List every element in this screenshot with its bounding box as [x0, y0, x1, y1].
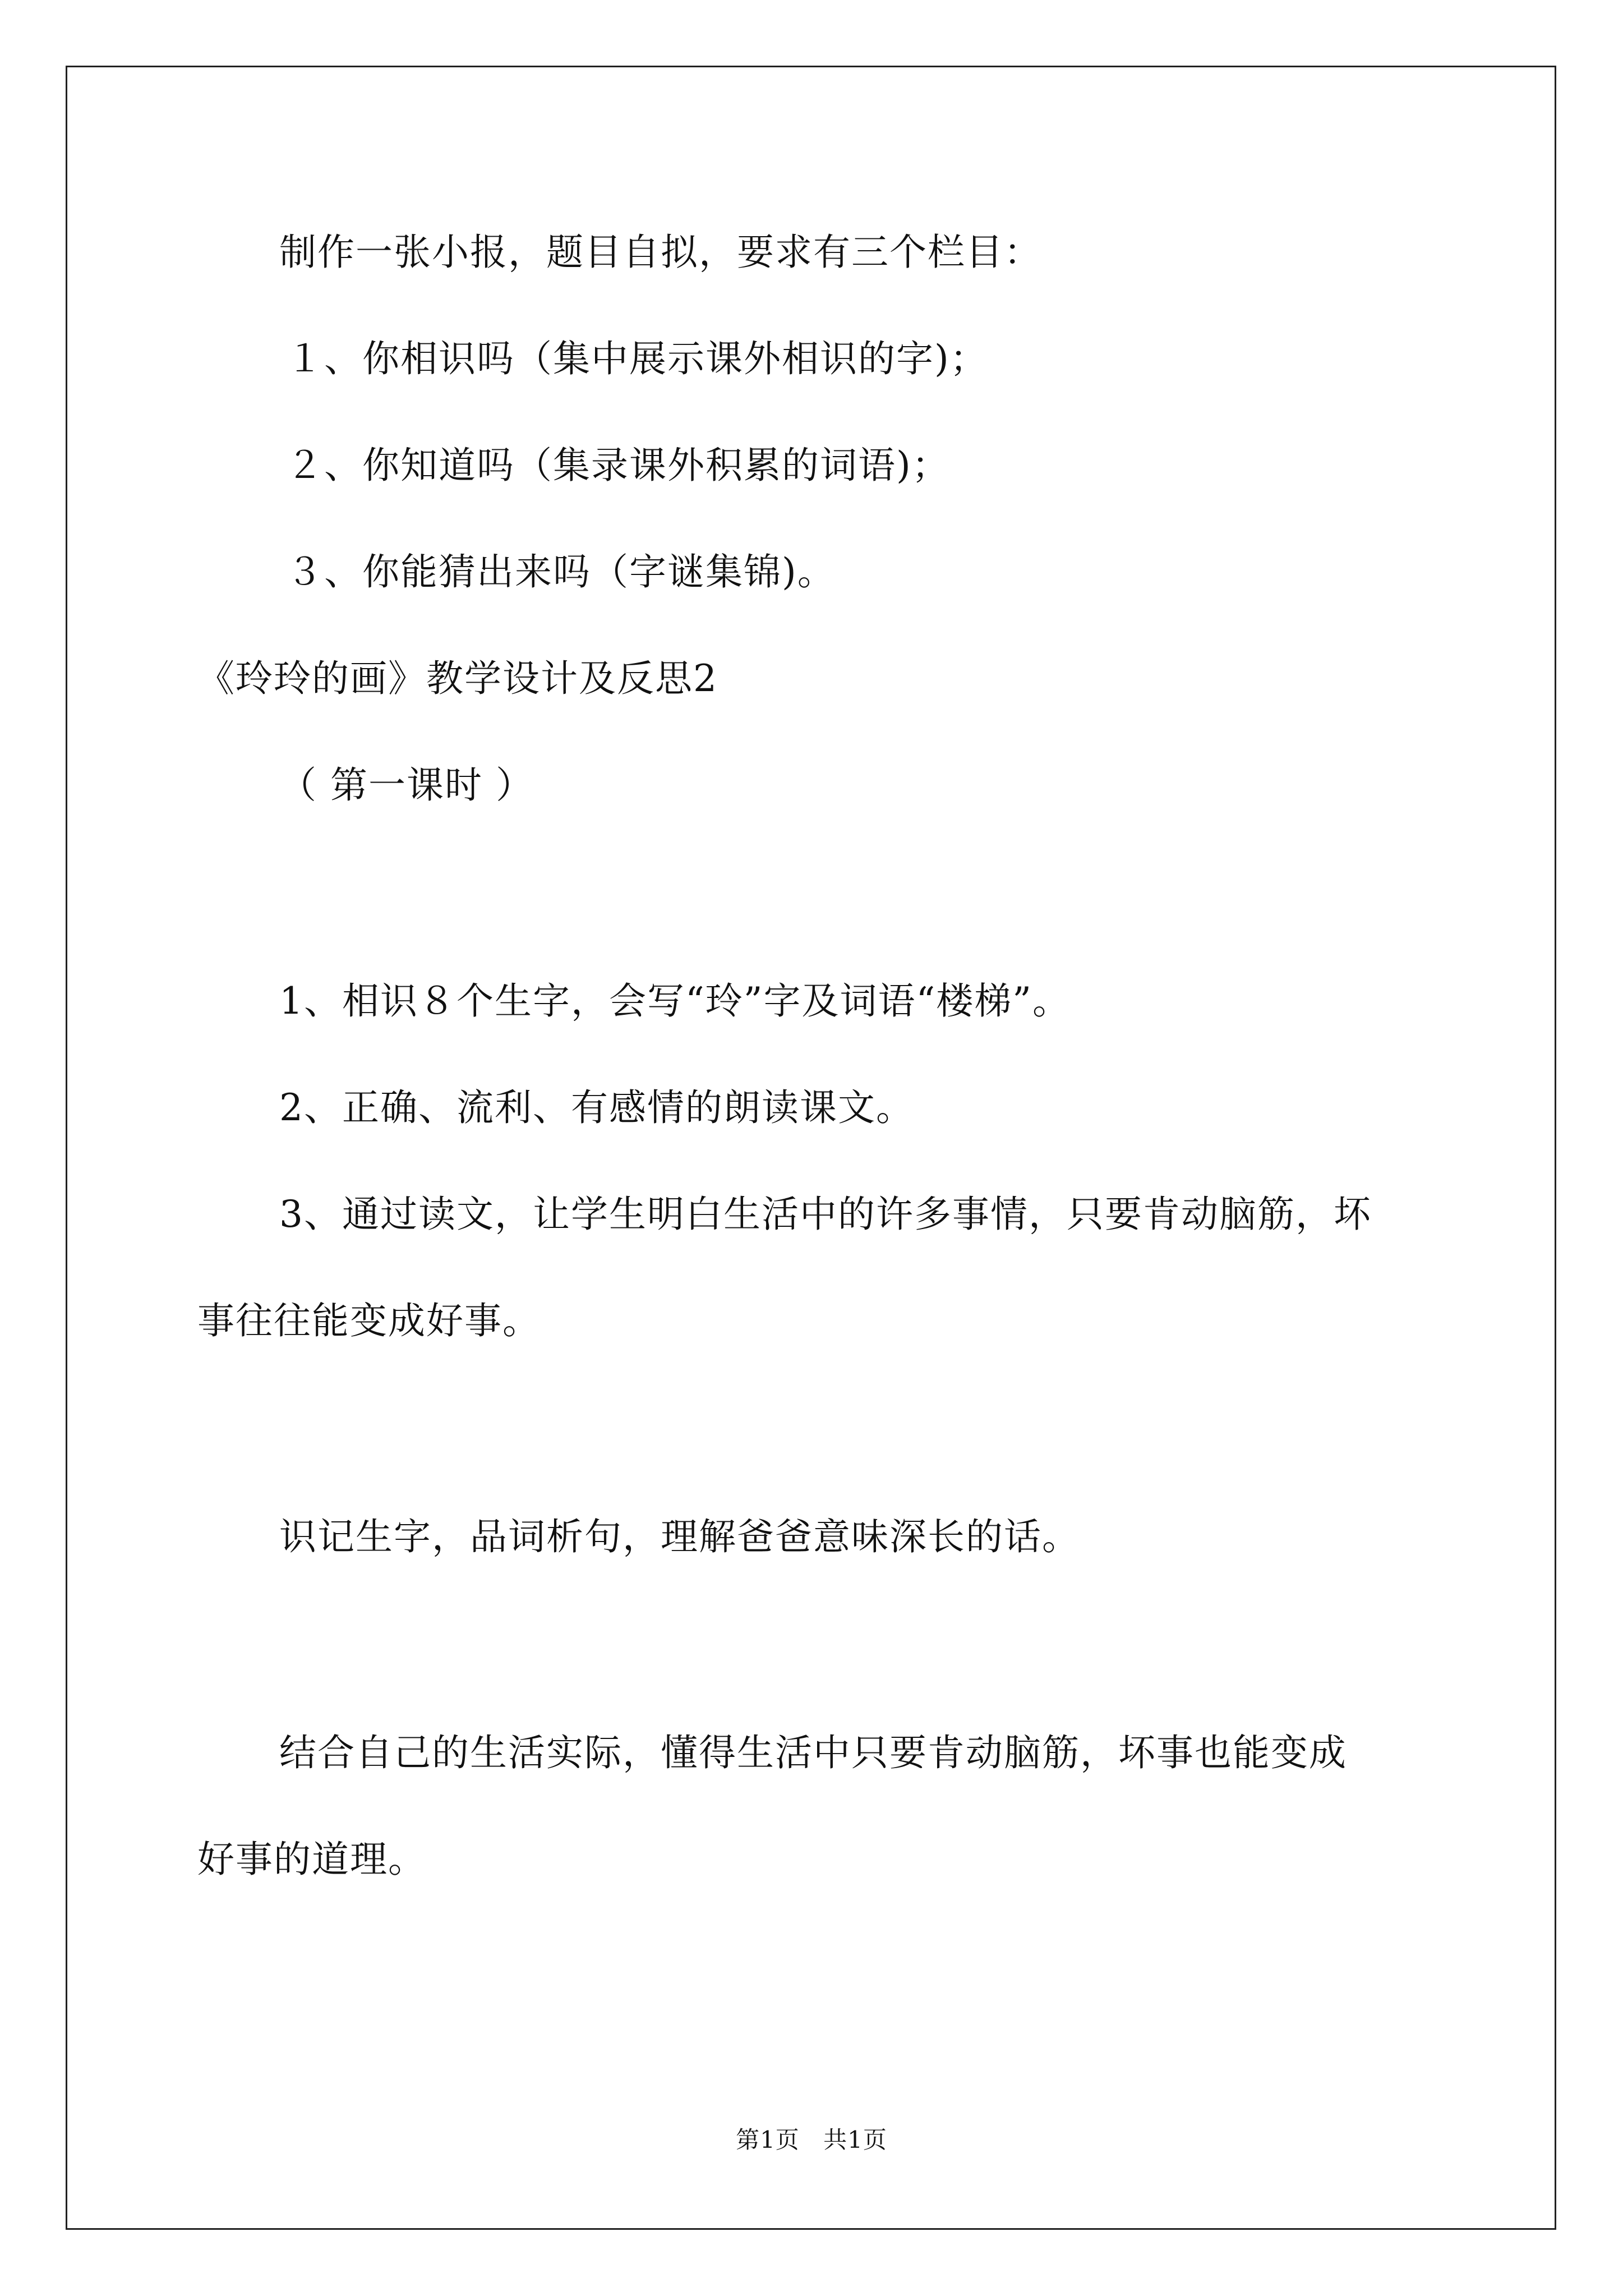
section-heading: 《玲玲的画》教学设计及反思2 [197, 657, 718, 700]
page-total: 共1页 [823, 2126, 887, 2154]
difficulty-line-1: 结合自己的生活实际，懂得生活中只要肯动脑筋，坏事也能变成 [279, 1731, 1347, 1774]
text-line-item-1: １、你相识吗（集中展示课外相识的字)； [286, 337, 988, 380]
objective-3-line-2: 事往往能变成好事。 [197, 1299, 541, 1342]
key-point: 识记生字，品词析句，理解爸爸意味深长的话。 [279, 1515, 1080, 1558]
text-line-item-3: ３、你能猜出来吗（字谜集锦)。 [286, 550, 836, 593]
page-border [66, 66, 1556, 2230]
page-footer [0, 2126, 1623, 2154]
objective-1: 1、相识８个生字，会写“玲”字及词语“楼梯”。 [279, 979, 1071, 1023]
text-line-intro: 制作一张小报，题目自拟，要求有三个栏目： [279, 231, 1042, 274]
lesson-period: （ 第一课时 ） [279, 763, 534, 807]
difficulty-line-2: 好事的道理。 [197, 1838, 426, 1881]
page-number: 第1页 [736, 2126, 800, 2154]
objective-2: 2、正确、流利、有感情的朗读课文。 [279, 1086, 914, 1129]
objective-3-line-1: 3、通过读文，让学生明白生活中的许多事情，只要肯动脑筋，坏 [279, 1193, 1372, 1236]
text-line-item-2: ２、你知道吗（集录课外积累的词语)； [286, 444, 950, 487]
